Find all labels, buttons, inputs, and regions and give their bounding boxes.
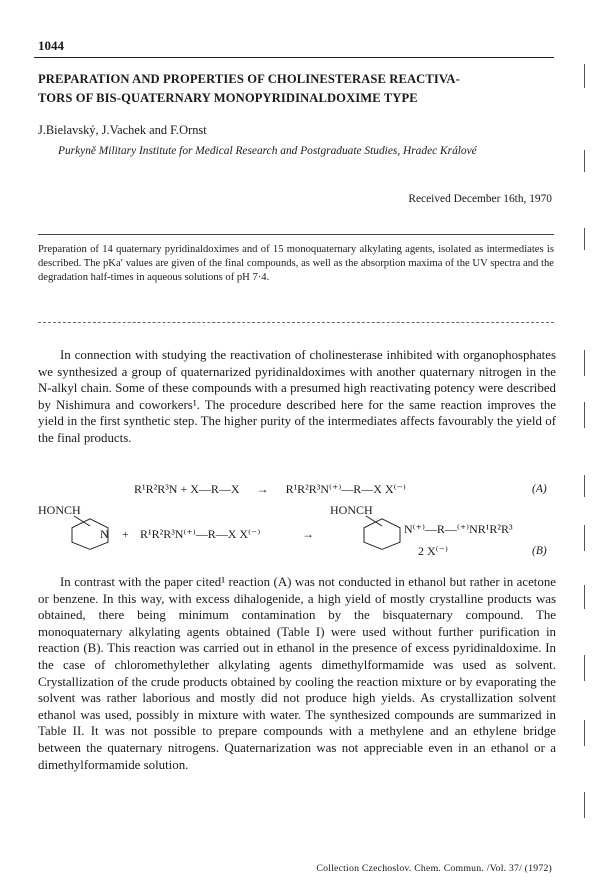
eqb-arrow: →	[302, 527, 314, 541]
equation-b-label: (B)	[532, 545, 547, 557]
received-date: Received December 16th, 1970	[408, 193, 552, 205]
authors: J.Bielavský, J.Vachek and F.Ornst	[38, 123, 207, 137]
margin-bar	[584, 402, 585, 428]
pyridine-ring-left-icon	[60, 514, 120, 560]
eqb-honch-right: HONCH	[330, 503, 373, 517]
abstract-bottom-rule	[38, 322, 554, 323]
eqb-honch-left: HONCH	[38, 503, 81, 517]
eqb-n-left: N	[100, 527, 109, 541]
margin-bar	[584, 475, 585, 497]
pyridine-ring-right-icon	[352, 514, 412, 560]
equation-a-lhs: R¹R²R³N + X—R—X	[134, 482, 240, 496]
margin-bar	[584, 150, 585, 172]
body-paragraph-2: In contrast with the paper cited¹ reaction (A) was not conducted in ethanol but rather in acetone or benzene. In this way, with excess dihalogenide, a high yield of mostly crystalline products was obtained, there being minimum contamination by the bisquaternary compound. The monoquaternary alkylating agents obtained (Table I) were used without further purification in reaction (B). This reaction was carried out in ethanol in the presence of excess pyridinaldoxime. In the case of chloromethylether alkylating agents dimethylformamide was used as solvent. Crystallization of the crude products obtained by cooling the reaction mixture or by evaporating the solvent was rather laborious and mostly did not produce high yields. As crystallization solvent ethanol was used, possibly in mixture with water. The synthesized compounds are summarized in Table II. It was not possible to prepare compounds with a methylene and an ethylene bridge between the quaternary nitrogens. Quaternarization was not appreciable even in an ethanol or a dimethylformamide solution.	[38, 575, 556, 772]
margin-bar	[584, 525, 585, 551]
title-line-2: TORS OF BIS-QUATERNARY MONOPYRIDINALDOXIME TYPE	[38, 91, 418, 105]
margin-bar	[584, 64, 585, 88]
equation-a-rhs: R¹R²R³N⁽⁺⁾—R—X X⁽⁻⁾	[285, 482, 406, 496]
margin-bar	[584, 655, 585, 681]
eqb-reagent: R¹R²R³N⁽⁺⁾—R—X X⁽⁻⁾	[140, 527, 261, 541]
header-rule	[34, 57, 554, 58]
abstract: Preparation of 14 quaternary pyridinaldoximes and of 15 monoquaternary alkylating agents, isolated as intermediates is described. The pKa′ values are given of the final compounds, as well as the absorption maxima of the UV spectra and the degradation half-times in aqueous solutions of pH 7·4.	[38, 244, 554, 284]
equation-a-label: (A)	[532, 483, 547, 495]
journal-footer: Collection Czechoslov. Chem. Commun. /Vol. 37/ (1972)	[316, 863, 552, 874]
title-line-1: PREPARATION AND PROPERTIES OF CHOLINESTERASE REACTIVA-	[38, 72, 460, 86]
eqb-counter: 2 X⁽⁻⁾	[418, 544, 448, 558]
eqb-product: N⁽⁺⁾—R—⁽⁺⁾NR¹R²R³	[404, 522, 513, 536]
affiliation: Purkyně Military Institute for Medical Research and Postgraduate Studies, Hradec Králové	[58, 145, 477, 157]
abstract-top-rule	[38, 234, 554, 235]
page-number: 1044	[38, 38, 64, 53]
body-paragraph-1: In connection with studying the reactivation of cholinesterase inhibited with organophosphates we synthesized a group of quaternarized pyridinaldoximes with another quaternary nitrogen in the N-alkyl chain. Some of these compounds with a presumed high reactivating potency were described by Nishimura and coworkers¹. The procedure described here for the same reaction improves the yield in the first synthetic step. The higher purity of the intermediates affects favourably the yield of the final products.	[38, 348, 556, 445]
margin-bar	[584, 792, 585, 818]
margin-bar	[584, 720, 585, 746]
margin-bar	[584, 585, 585, 609]
eqb-plus: +	[122, 527, 129, 541]
article-title	[38, 70, 558, 108]
margin-bar	[584, 228, 585, 250]
equation-a-arrow: →	[256, 482, 269, 496]
equation-a	[134, 482, 406, 497]
margin-bar	[584, 350, 585, 376]
